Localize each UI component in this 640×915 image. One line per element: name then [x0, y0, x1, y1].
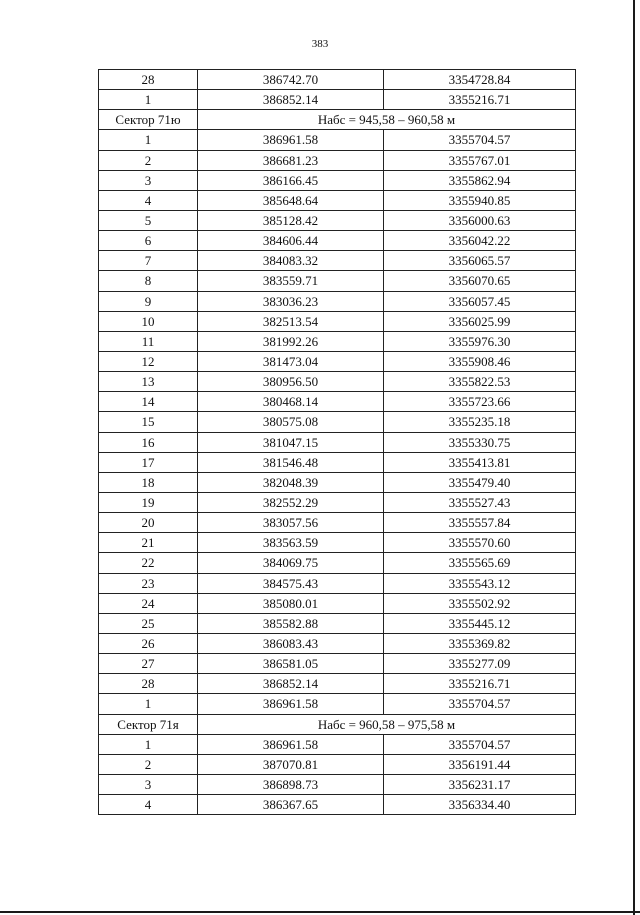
sector-name-cell: Сектор 71я — [99, 714, 198, 734]
y-coordinate-cell: 3355565.69 — [384, 553, 576, 573]
y-coordinate-cell: 3355445.12 — [384, 613, 576, 633]
y-coordinate-cell: 3355235.18 — [384, 412, 576, 432]
x-coordinate-cell: 385582.88 — [198, 613, 384, 633]
sector-header-row — [99, 110, 576, 130]
sector-header-row — [99, 714, 576, 734]
x-coordinate-cell: 380956.50 — [198, 372, 384, 392]
table-row — [99, 654, 576, 674]
x-coordinate-cell: 380468.14 — [198, 392, 384, 412]
table-row — [99, 190, 576, 210]
x-coordinate-cell: 384606.44 — [198, 231, 384, 251]
x-coordinate-cell: 386961.58 — [198, 734, 384, 754]
x-coordinate-cell: 382513.54 — [198, 311, 384, 331]
y-coordinate-cell: 3355908.46 — [384, 351, 576, 371]
table-row — [99, 452, 576, 472]
sector-height-cell: Набс = 960,58 – 975,58 м — [198, 714, 576, 734]
y-coordinate-cell: 3355940.85 — [384, 190, 576, 210]
x-coordinate-cell: 386852.14 — [198, 90, 384, 110]
table-row — [99, 754, 576, 774]
x-coordinate-cell: 380575.08 — [198, 412, 384, 432]
x-coordinate-cell: 386742.70 — [198, 70, 384, 90]
table-row — [99, 90, 576, 110]
table-row — [99, 70, 576, 90]
x-coordinate-cell: 386852.14 — [198, 674, 384, 694]
y-coordinate-cell: 3355413.81 — [384, 452, 576, 472]
y-coordinate-cell: 3355502.92 — [384, 593, 576, 613]
table-row — [99, 311, 576, 331]
y-coordinate-cell: 3355527.43 — [384, 492, 576, 512]
x-coordinate-cell: 381047.15 — [198, 432, 384, 452]
y-coordinate-cell: 3355704.57 — [384, 694, 576, 714]
y-coordinate-cell: 3354728.84 — [384, 70, 576, 90]
y-coordinate-cell: 3356025.99 — [384, 311, 576, 331]
y-coordinate-cell: 3355369.82 — [384, 633, 576, 653]
scan-border-right — [633, 0, 635, 915]
y-coordinate-cell: 3355862.94 — [384, 170, 576, 190]
sector-height-cell: Набс = 945,58 – 960,58 м — [198, 110, 576, 130]
table-row — [99, 392, 576, 412]
x-coordinate-cell: 385080.01 — [198, 593, 384, 613]
point-number-cell: 4 — [99, 795, 198, 815]
x-coordinate-cell: 386898.73 — [198, 774, 384, 794]
table-row — [99, 291, 576, 311]
table-row — [99, 150, 576, 170]
y-coordinate-cell: 3355976.30 — [384, 331, 576, 351]
point-number-cell: 1 — [99, 694, 198, 714]
x-coordinate-cell: 387070.81 — [198, 754, 384, 774]
point-number-cell: 28 — [99, 674, 198, 694]
table-row — [99, 251, 576, 271]
x-coordinate-cell: 381992.26 — [198, 331, 384, 351]
y-coordinate-cell: 3355543.12 — [384, 573, 576, 593]
point-number-cell: 11 — [99, 331, 198, 351]
y-coordinate-cell: 3356065.57 — [384, 251, 576, 271]
page-number: 383 — [311, 38, 329, 50]
point-number-cell: 17 — [99, 452, 198, 472]
y-coordinate-cell: 3355723.66 — [384, 392, 576, 412]
coordinates-table-body — [99, 70, 576, 815]
y-coordinate-cell: 3355557.84 — [384, 513, 576, 533]
point-number-cell: 4 — [99, 190, 198, 210]
table-row — [99, 372, 576, 392]
point-number-cell: 12 — [99, 351, 198, 371]
point-number-cell: 21 — [99, 533, 198, 553]
point-number-cell: 8 — [99, 271, 198, 291]
table-row — [99, 412, 576, 432]
table-row — [99, 432, 576, 452]
table-row — [99, 774, 576, 794]
coordinates-table — [98, 69, 576, 815]
y-coordinate-cell: 3355330.75 — [384, 432, 576, 452]
x-coordinate-cell: 386961.58 — [198, 694, 384, 714]
point-number-cell: 2 — [99, 150, 198, 170]
table-row — [99, 694, 576, 714]
x-coordinate-cell: 383036.23 — [198, 291, 384, 311]
table-row — [99, 573, 576, 593]
y-coordinate-cell: 3355479.40 — [384, 472, 576, 492]
table-row — [99, 472, 576, 492]
x-coordinate-cell: 383559.71 — [198, 271, 384, 291]
x-coordinate-cell: 385128.42 — [198, 210, 384, 230]
x-coordinate-cell: 381473.04 — [198, 351, 384, 371]
point-number-cell: 3 — [99, 774, 198, 794]
x-coordinate-cell: 382552.29 — [198, 492, 384, 512]
point-number-cell: 10 — [99, 311, 198, 331]
table-row — [99, 633, 576, 653]
table-row — [99, 513, 576, 533]
point-number-cell: 25 — [99, 613, 198, 633]
x-coordinate-cell: 385648.64 — [198, 190, 384, 210]
x-coordinate-cell: 386083.43 — [198, 633, 384, 653]
point-number-cell: 9 — [99, 291, 198, 311]
y-coordinate-cell: 3355704.57 — [384, 734, 576, 754]
table-row — [99, 613, 576, 633]
y-coordinate-cell: 3356070.65 — [384, 271, 576, 291]
point-number-cell: 13 — [99, 372, 198, 392]
table-row — [99, 231, 576, 251]
y-coordinate-cell: 3355216.71 — [384, 674, 576, 694]
point-number-cell: 24 — [99, 593, 198, 613]
x-coordinate-cell: 386681.23 — [198, 150, 384, 170]
point-number-cell: 1 — [99, 734, 198, 754]
point-number-cell: 1 — [99, 130, 198, 150]
x-coordinate-cell: 383563.59 — [198, 533, 384, 553]
y-coordinate-cell: 3356231.17 — [384, 774, 576, 794]
table-row — [99, 553, 576, 573]
table-row — [99, 674, 576, 694]
point-number-cell: 3 — [99, 170, 198, 190]
x-coordinate-cell: 381546.48 — [198, 452, 384, 472]
y-coordinate-cell: 3356057.45 — [384, 291, 576, 311]
table-row — [99, 331, 576, 351]
table-row — [99, 170, 576, 190]
point-number-cell: 18 — [99, 472, 198, 492]
point-number-cell: 20 — [99, 513, 198, 533]
x-coordinate-cell: 384575.43 — [198, 573, 384, 593]
table-row — [99, 271, 576, 291]
table-row — [99, 795, 576, 815]
x-coordinate-cell: 386367.65 — [198, 795, 384, 815]
y-coordinate-cell: 3356191.44 — [384, 754, 576, 774]
scan-border-bottom — [0, 911, 640, 913]
point-number-cell: 19 — [99, 492, 198, 512]
x-coordinate-cell: 386166.45 — [198, 170, 384, 190]
point-number-cell: 28 — [99, 70, 198, 90]
x-coordinate-cell: 384069.75 — [198, 553, 384, 573]
point-number-cell: 1 — [99, 90, 198, 110]
table-row — [99, 734, 576, 754]
point-number-cell: 6 — [99, 231, 198, 251]
y-coordinate-cell: 3356334.40 — [384, 795, 576, 815]
y-coordinate-cell: 3356000.63 — [384, 210, 576, 230]
y-coordinate-cell: 3356042.22 — [384, 231, 576, 251]
point-number-cell: 26 — [99, 633, 198, 653]
y-coordinate-cell: 3355277.09 — [384, 654, 576, 674]
x-coordinate-cell: 386961.58 — [198, 130, 384, 150]
point-number-cell: 27 — [99, 654, 198, 674]
y-coordinate-cell: 3355216.71 — [384, 90, 576, 110]
point-number-cell: 16 — [99, 432, 198, 452]
sector-name-cell: Сектор 71ю — [99, 110, 198, 130]
table-row — [99, 593, 576, 613]
point-number-cell: 15 — [99, 412, 198, 432]
y-coordinate-cell: 3355570.60 — [384, 533, 576, 553]
y-coordinate-cell: 3355822.53 — [384, 372, 576, 392]
table-row — [99, 210, 576, 230]
table-row — [99, 533, 576, 553]
point-number-cell: 23 — [99, 573, 198, 593]
x-coordinate-cell: 386581.05 — [198, 654, 384, 674]
point-number-cell: 2 — [99, 754, 198, 774]
y-coordinate-cell: 3355704.57 — [384, 130, 576, 150]
x-coordinate-cell: 383057.56 — [198, 513, 384, 533]
table-row — [99, 492, 576, 512]
table-row — [99, 130, 576, 150]
table-row — [99, 351, 576, 371]
x-coordinate-cell: 384083.32 — [198, 251, 384, 271]
y-coordinate-cell: 3355767.01 — [384, 150, 576, 170]
point-number-cell: 14 — [99, 392, 198, 412]
point-number-cell: 7 — [99, 251, 198, 271]
point-number-cell: 22 — [99, 553, 198, 573]
point-number-cell: 5 — [99, 210, 198, 230]
x-coordinate-cell: 382048.39 — [198, 472, 384, 492]
